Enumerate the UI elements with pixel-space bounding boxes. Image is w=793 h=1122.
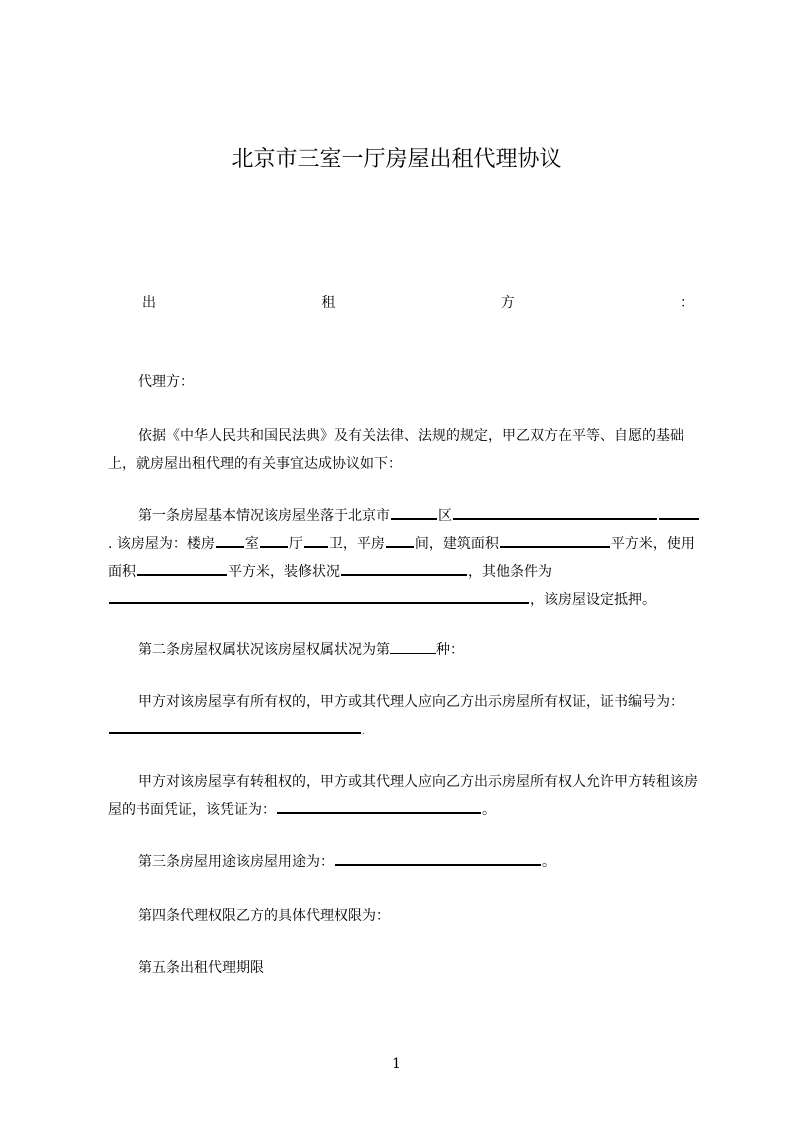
article-4-paragraph: 第四条代理权限乙方的具体代理权限为：	[138, 908, 390, 924]
ownership-type-blank	[390, 641, 436, 654]
ownership-text-b: .	[362, 727, 365, 736]
ownership-paragraph	[108, 688, 700, 746]
article-1-text-f: 卫，平房	[328, 536, 385, 552]
other-conditions-blank	[109, 590, 529, 604]
grantor-char-1: 出	[142, 295, 237, 311]
usage-blank	[335, 852, 541, 866]
article-3-text-a: 第三条房屋用途该房屋用途为：	[138, 854, 334, 870]
sublease-text-b: 。	[482, 802, 496, 818]
article-1-text-b: 区	[438, 508, 452, 524]
article-5-paragraph: 第五条出租代理期限	[138, 960, 264, 976]
usable-area-blank	[137, 562, 227, 576]
article-1-text-j: ，其他条件为	[468, 564, 552, 580]
article-1-text-k: ，该房屋设定抵押。	[530, 592, 656, 608]
sublease-text-a: 甲方对该房屋享有转租权的，甲方或其代理人应向乙方出示房屋所有权人允许甲方转租该房屋的书面凭证，该凭证为：	[108, 774, 698, 818]
grantor-char-4: ：	[680, 295, 695, 311]
grantor-char-3: 方	[500, 295, 596, 311]
article-1-text-i: 平方米，装修状况	[228, 564, 340, 580]
ownership-text-a: 甲方对该房屋享有所有权的，甲方或其代理人应向乙方出示房屋所有权证，证书编号为：	[138, 694, 684, 710]
article-2-text-a: 第二条房屋权属状况该房屋权属状况为第	[138, 642, 390, 658]
agent-line: 代理方：	[138, 374, 194, 390]
article-1-text-h: 平方米，使用面积	[108, 536, 695, 580]
article-1-text-d: 室	[244, 536, 259, 552]
halls-blank	[260, 534, 288, 548]
grantor-char-2: 租	[321, 295, 416, 311]
article-3-paragraph	[108, 848, 700, 876]
district-blank	[391, 506, 437, 520]
article-1-text-e: 厅	[288, 536, 303, 552]
article-1-paragraph	[108, 502, 700, 614]
article-1-text-c: . 该房屋为：楼房	[108, 536, 215, 552]
page-number: 1	[392, 1056, 401, 1072]
bungalow-rooms-blank	[386, 534, 414, 548]
building-area-blank	[500, 534, 610, 548]
article-1-text-a: 第一条房屋基本情况该房屋坐落于北京市	[138, 508, 390, 524]
grantor-line	[142, 292, 694, 312]
baths-blank	[304, 534, 328, 548]
document-title: 北京市三室一厅房屋出租代理协议	[231, 147, 562, 172]
sublease-paragraph	[108, 768, 700, 824]
address-blank-cont	[659, 506, 699, 520]
address-blank	[453, 506, 657, 520]
article-1-text-g: 间，建筑面积	[414, 536, 499, 552]
certificate-number-blank	[109, 720, 361, 734]
article-2-paragraph	[108, 636, 700, 664]
article-2-text-b: 种：	[436, 642, 464, 658]
rooms-blank	[216, 534, 244, 548]
sublease-certificate-blank	[277, 800, 481, 814]
decoration-blank	[341, 562, 467, 576]
article-3-text-b: 。	[542, 854, 556, 870]
preamble-paragraph: 依据《中华人民共和国民法典》及有关法律、法规的规定，甲乙双方在平等、自愿的基础上，就房屋出租代理的有关事宜达成协议如下：	[108, 428, 684, 472]
